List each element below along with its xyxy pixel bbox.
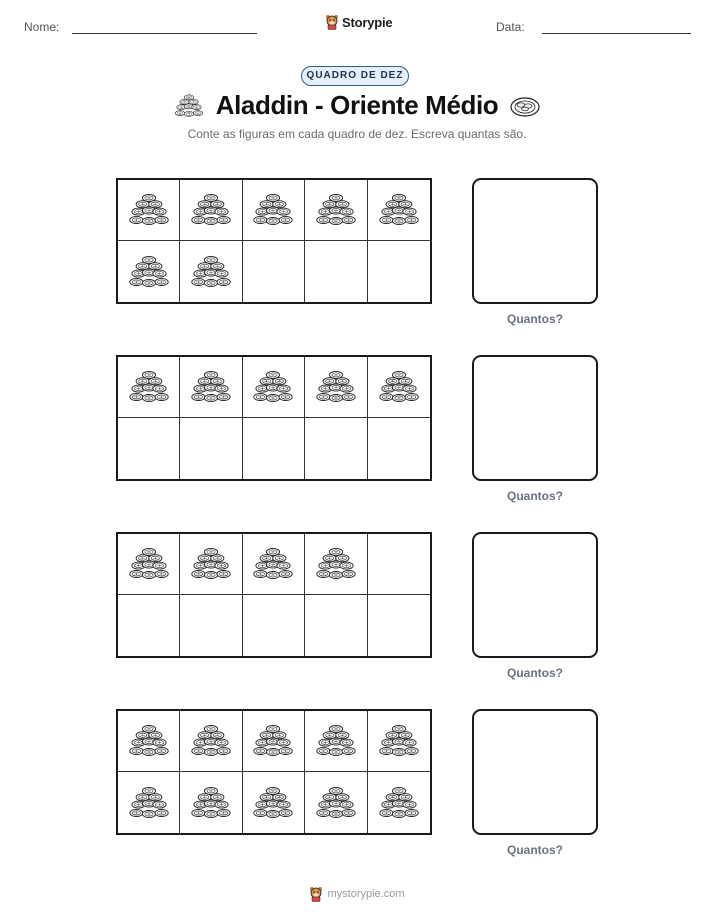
frame-cell — [243, 180, 305, 241]
coin-pile-icon — [128, 722, 170, 760]
frame-cell — [180, 418, 242, 479]
frame-cell — [305, 357, 367, 418]
frame-cell — [305, 180, 367, 241]
coin-pile-icon — [315, 191, 357, 229]
frame-cell — [180, 241, 242, 302]
answer-box-3[interactable] — [472, 532, 598, 658]
coin-pile-icon — [128, 784, 170, 822]
frame-cell — [305, 772, 367, 833]
worksheet-type-badge: QUADRO DE DEZ — [301, 66, 409, 86]
storypie-mascot-icon — [325, 14, 339, 30]
coin-pile-icon — [315, 722, 357, 760]
coin-pile-icon — [252, 722, 294, 760]
frame-cell — [118, 772, 180, 833]
brand-logo — [325, 14, 392, 30]
page-title: Aladdin - Oriente Médio — [215, 90, 499, 120]
frame-cell — [180, 357, 242, 418]
frame-cell — [368, 595, 430, 656]
footer — [0, 886, 714, 902]
frame-cell — [305, 241, 367, 302]
frame-cell — [368, 418, 430, 479]
brand-name: Storypie — [342, 14, 393, 30]
answer-box-4[interactable] — [472, 709, 598, 835]
frame-cell — [180, 595, 242, 656]
answer-box-2[interactable] — [472, 355, 598, 481]
frame-cell — [118, 357, 180, 418]
frame-cell — [305, 711, 367, 772]
frame-cell — [368, 180, 430, 241]
storypie-mascot-icon — [309, 886, 323, 902]
coin-pile-icon — [252, 784, 294, 822]
frame-cell — [118, 595, 180, 656]
answer-label-4: Quantos? — [507, 843, 563, 857]
coin-pile-icon — [315, 545, 357, 583]
coin-pile-icon — [252, 368, 294, 406]
frame-cell — [243, 711, 305, 772]
coin-pile-icon — [190, 253, 232, 291]
ten-frame-1 — [116, 178, 432, 304]
frame-cell — [180, 772, 242, 833]
coin-pile-icon — [190, 722, 232, 760]
frame-cell — [368, 711, 430, 772]
frame-cell — [243, 357, 305, 418]
frame-cell — [118, 534, 180, 595]
frame-cell — [118, 241, 180, 302]
frame-cell — [180, 534, 242, 595]
coin-pile-icon — [174, 92, 204, 120]
answer-label-1: Quantos? — [507, 312, 563, 326]
frame-cell — [368, 534, 430, 595]
answer-label-2: Quantos? — [507, 489, 563, 503]
frame-cell — [305, 418, 367, 479]
frame-cell — [368, 772, 430, 833]
frame-cell — [118, 180, 180, 241]
coin-pile-icon — [190, 191, 232, 229]
coin-pile-icon — [128, 368, 170, 406]
frame-cell — [180, 180, 242, 241]
name-field-line[interactable] — [72, 33, 257, 34]
coin-pile-icon — [378, 191, 420, 229]
frame-cell — [180, 711, 242, 772]
frame-cell — [243, 534, 305, 595]
name-label: Nome: — [24, 20, 60, 34]
ten-frame-4 — [116, 709, 432, 835]
coin-pile-icon — [252, 191, 294, 229]
date-field-line[interactable] — [542, 33, 691, 34]
answer-label-3: Quantos? — [507, 666, 563, 680]
title-row — [0, 90, 714, 121]
frame-cell — [305, 534, 367, 595]
answer-box-1[interactable] — [472, 178, 598, 304]
frame-cell — [368, 357, 430, 418]
frame-cell — [118, 711, 180, 772]
coin-pile-icon — [190, 784, 232, 822]
instructions: Conte as figuras em cada quadro de dez. Escreva quantas são. — [187, 127, 527, 141]
coin-pile-icon — [315, 368, 357, 406]
coin-pile-icon — [378, 784, 420, 822]
ten-frame-2 — [116, 355, 432, 481]
coin-pile-icon — [128, 191, 170, 229]
frame-cell — [368, 241, 430, 302]
footer-url: mystorypie.com — [327, 888, 405, 900]
coin-pile-icon — [252, 545, 294, 583]
coin-pile-icon — [190, 368, 232, 406]
coin-pile-icon — [128, 545, 170, 583]
coin-pile-icon — [315, 784, 357, 822]
coin-pile-icon — [378, 368, 420, 406]
frame-cell — [118, 418, 180, 479]
date-label: Data: — [496, 20, 525, 34]
frame-cell — [243, 241, 305, 302]
frame-cell — [305, 595, 367, 656]
plate-icon — [510, 94, 540, 118]
frame-cell — [243, 772, 305, 833]
coin-pile-icon — [128, 253, 170, 291]
frame-cell — [243, 418, 305, 479]
ten-frame-3 — [116, 532, 432, 658]
coin-pile-icon — [190, 545, 232, 583]
frame-cell — [243, 595, 305, 656]
coin-pile-icon — [378, 722, 420, 760]
